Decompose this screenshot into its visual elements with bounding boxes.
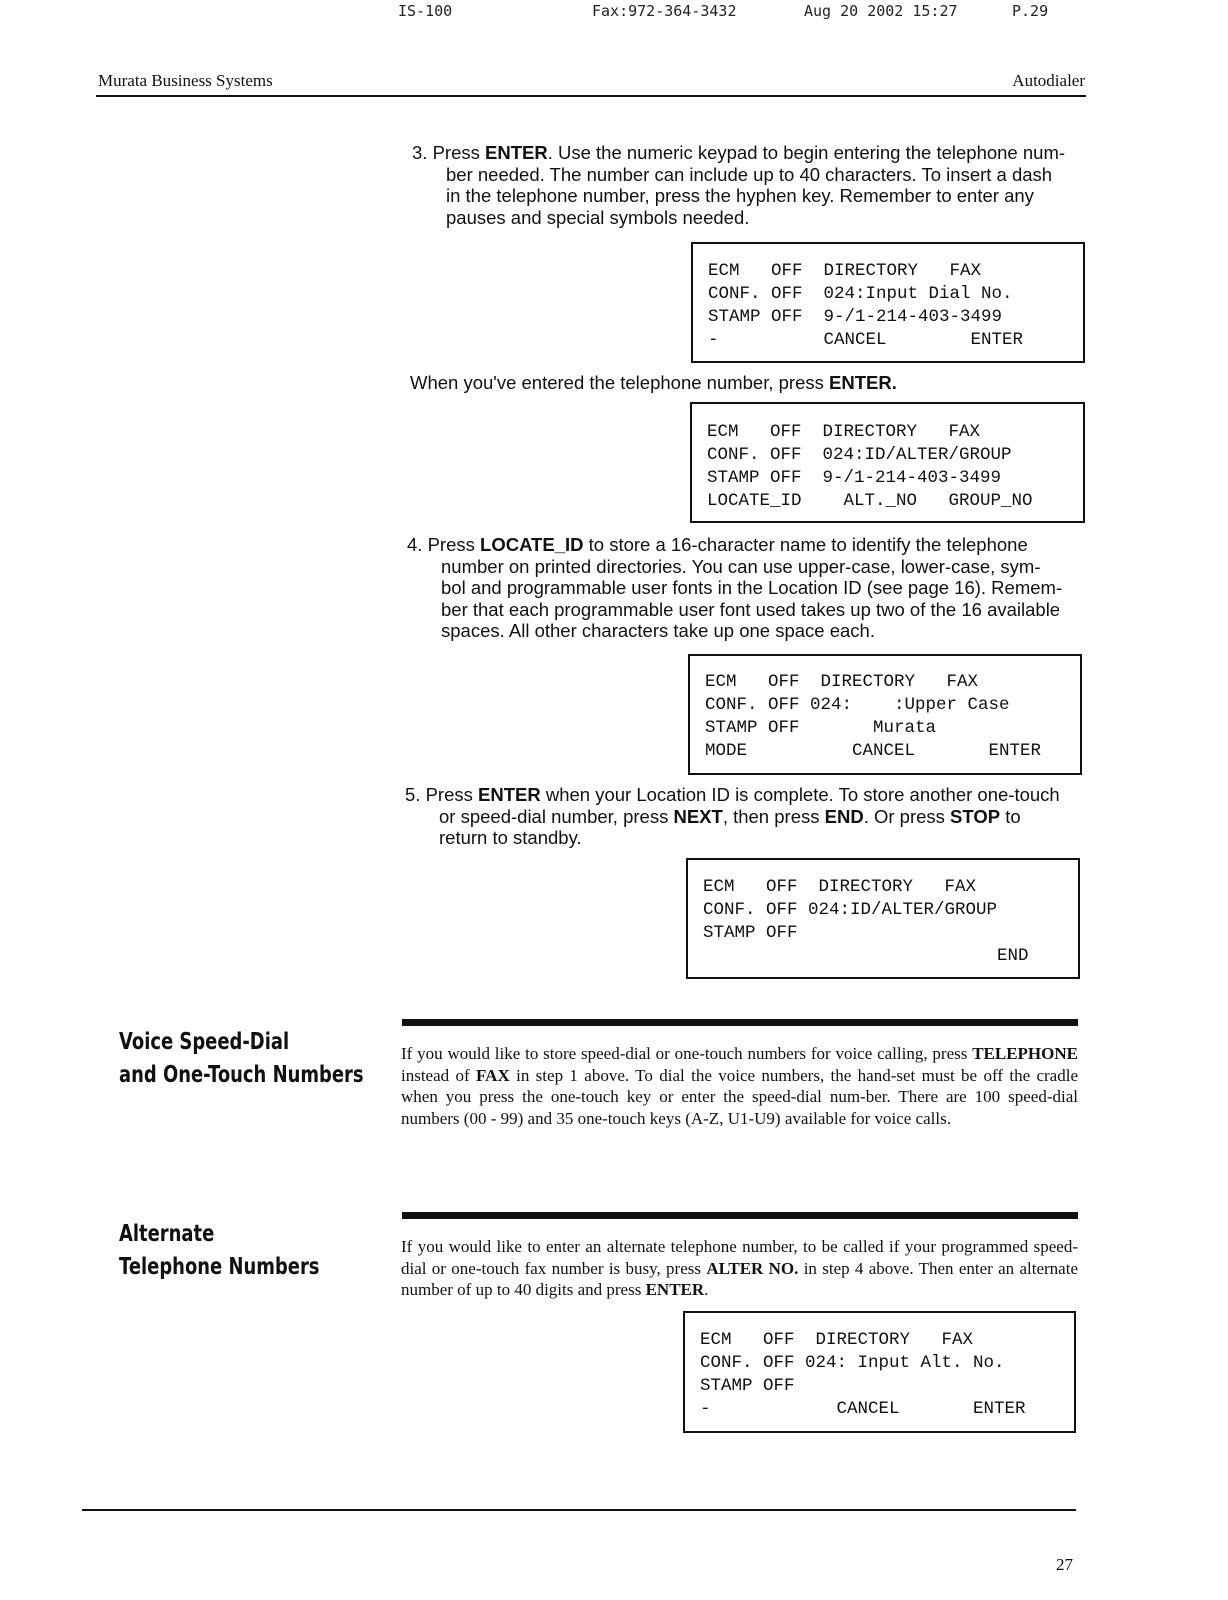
key-alter-no: ALTER NO. bbox=[706, 1258, 799, 1278]
step-number: 5. bbox=[405, 784, 421, 805]
lcd-display-upper-case: ECM OFF DIRECTORY FAX CONF. OFF 024: :Upper Case STAMP OFF Murata MODE CANCEL ENTER bbox=[688, 654, 1082, 775]
step-4: 4. Press LOCATE_ID to store a 16-character name to identify the telephone number on printed directories. You can use upper-case, lower-case, sym- bol and programmable user fonts in the Location ID (see page 16). Remem- ber that each programmable user font used takes up two of the 16 available spaces. All other characters take up one space each. bbox=[407, 534, 1063, 641]
fax-sender-id: IS-100 bbox=[398, 2, 453, 20]
key-enter: ENTER bbox=[485, 142, 548, 163]
lcd-display-id-alter-group: ECM OFF DIRECTORY FAX CONF. OFF 024:ID/ALTER/GROUP STAMP OFF 9-/1-214-403-3499 LOCATE_ID ALT._NO GROUP_NO bbox=[690, 402, 1085, 523]
after-entry-instruction: When you've entered the telephone number, press ENTER. bbox=[410, 372, 897, 393]
key-enter: ENTER bbox=[645, 1280, 705, 1299]
section-heading-alternate: Alternate Telephone Numbers bbox=[119, 1221, 320, 1280]
alternate-section-paragraph: If you would like to enter an alternate telephone number, to be called if your programmed speed-dial or one-touch fax number is busy, press ALTER NO. in step 4 above. Then enter an alternate number of up to 40 digits and press ENTER. bbox=[401, 1237, 1078, 1299]
section-heading-voice: Voice Speed-Dial and One-Touch Numbers bbox=[119, 1029, 364, 1088]
key-locate-id: LOCATE_ID bbox=[480, 534, 584, 555]
key-enter: ENTER bbox=[478, 784, 541, 805]
step-5: 5. Press ENTER when your Location ID is complete. To store another one-touch or speed-dial number, press NEXT, then press END. Or press STOP to return to standby. bbox=[405, 784, 1060, 848]
header-rule bbox=[96, 95, 1086, 97]
running-head-left: Murata Business Systems bbox=[98, 71, 273, 90]
fax-datetime: Aug 20 2002 15:27 bbox=[804, 2, 958, 20]
key-end: END bbox=[824, 805, 864, 827]
key-next: NEXT bbox=[673, 805, 723, 827]
step-number: 3. bbox=[412, 142, 428, 163]
lcd-display-input-alt: ECM OFF DIRECTORY FAX CONF. OFF 024: Input Alt. No. STAMP OFF - CANCEL ENTER bbox=[683, 1311, 1076, 1433]
step-number: 4. bbox=[407, 534, 423, 555]
fax-page-number: P.29 bbox=[1012, 2, 1049, 20]
key-telephone: TELEPHONE bbox=[972, 1044, 1078, 1063]
page-number: 27 bbox=[1056, 1555, 1073, 1574]
fax-number: Fax:972-364-3432 bbox=[592, 2, 737, 20]
running-head-right: Autodialer bbox=[1012, 71, 1085, 90]
key-stop: STOP bbox=[950, 805, 1001, 827]
section-divider bbox=[402, 1212, 1078, 1219]
section-divider bbox=[402, 1019, 1078, 1026]
lcd-display-end: ECM OFF DIRECTORY FAX CONF. OFF 024:ID/ALTER/GROUP STAMP OFF END bbox=[686, 858, 1080, 979]
step-3: 3. Press ENTER. Use the numeric keypad to begin entering the telephone num- ber needed. The number can include up to 40 characters. To insert a dash in the telephone number, press the hyphen key. Remember to enter any pauses and special symbols needed. bbox=[412, 142, 1066, 228]
lcd-display-input-dial: ECM OFF DIRECTORY FAX CONF. OFF 024:Input Dial No. STAMP OFF 9-/1-214-403-3499 - CANCEL ENTER bbox=[691, 242, 1085, 363]
key-enter: ENTER. bbox=[829, 372, 897, 393]
key-fax: FAX bbox=[476, 1065, 510, 1085]
footer-rule bbox=[82, 1509, 1076, 1511]
voice-section-paragraph: If you would like to store speed-dial or one-touch numbers for voice calling, press TELEPHONE instead of FAX in step 1 above. To dial the voice numbers, the hand-set must be off the cradle when you press the one-touch key or enter the speed-dial num-ber. There are 100 speed-dial numbers (00 - 99) and 35 one-touch keys (A-Z, U1-U9) available for voice calls. bbox=[401, 1044, 1078, 1128]
